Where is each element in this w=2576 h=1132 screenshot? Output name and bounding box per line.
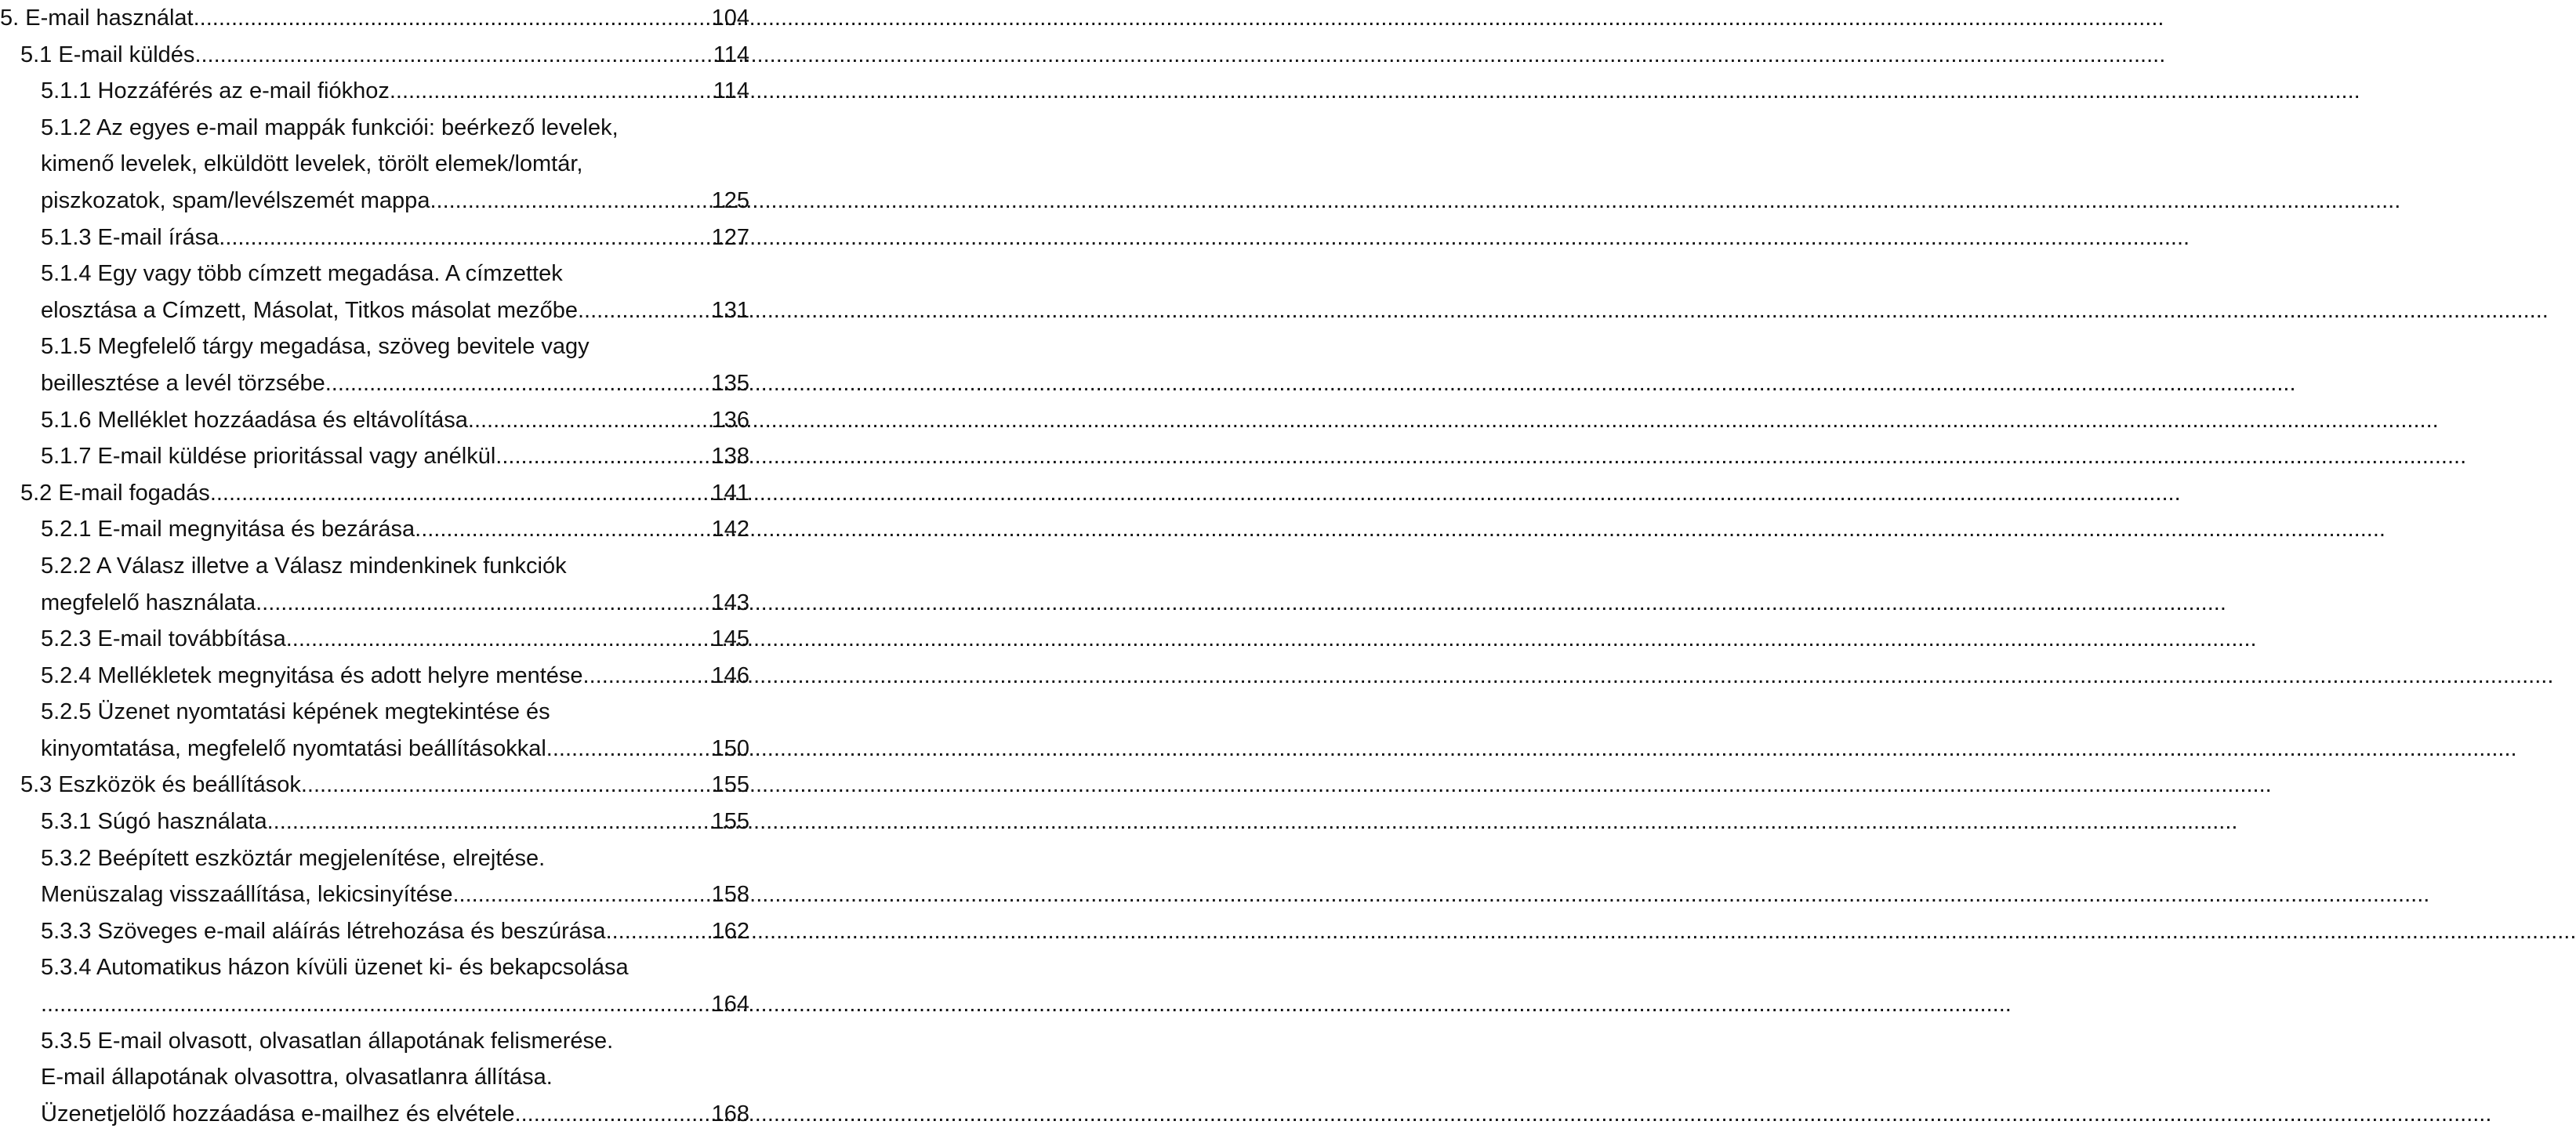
toc-entry[interactable] (0, 804, 753, 840)
toc-page-number: 150 (711, 735, 749, 761)
toc-line (0, 475, 753, 512)
toc-page-number: 127 (711, 224, 749, 250)
toc-entry-title: piszkozatok, spam/levélszemét mappa (41, 187, 430, 213)
toc-entry[interactable] (0, 1023, 753, 1132)
toc-entry[interactable] (0, 621, 753, 658)
toc-line-content (20, 767, 749, 804)
toc-entry-title: 5.1.5 Megfelelő tárgy megadása, szöveg bevitele vagy (41, 334, 590, 360)
dot-leader (578, 292, 704, 329)
toc-line-content (41, 256, 749, 292)
toc-line (0, 37, 753, 74)
toc-line (0, 402, 753, 439)
toc-line (0, 658, 753, 695)
dot-leader (286, 621, 704, 658)
toc-line-content (41, 1096, 749, 1132)
toc-entry[interactable] (0, 110, 753, 220)
toc-line-content (41, 1059, 749, 1096)
toc-entry-title: 5.2.3 E-mail továbbítása (41, 626, 286, 652)
toc-entry-title: kinyomtatása, megfelelő nyomtatási beállításokkal (41, 735, 546, 761)
toc-line (0, 511, 753, 548)
toc-line (0, 183, 753, 220)
toc-page-number: 114 (713, 78, 749, 104)
toc-entry[interactable] (0, 73, 753, 110)
toc-entry[interactable] (0, 37, 753, 74)
toc-page-number: 155 (711, 772, 749, 798)
toc-line-content (41, 840, 749, 877)
toc-line-content (41, 804, 749, 840)
toc-line-content (41, 73, 749, 110)
toc-line (0, 949, 753, 986)
toc-entry-title: 5.1.7 E-mail küldése prioritással vagy anélkül (41, 444, 496, 470)
toc-entry-title: 5.2.4 Mellékletek megnyitása és adott helyre mentése (41, 662, 583, 688)
toc-entry-title: 5.1.1 Hozzáférés az e-mail fiókhoz (41, 78, 390, 104)
toc-line-content (41, 328, 749, 365)
toc-line-content (41, 110, 749, 147)
dot-leader (495, 438, 704, 475)
toc-page-number: 114 (713, 42, 749, 67)
toc-entry[interactable] (0, 256, 753, 328)
toc-entry-title: beillesztése a levél törzsébe (41, 370, 325, 396)
toc-line (0, 986, 753, 1023)
toc-line-content (41, 365, 749, 402)
toc-page-number: 168 (711, 1101, 749, 1127)
toc-entry-title: 5.3 Eszközök és beállítások (20, 772, 301, 798)
dot-leader (219, 220, 704, 256)
toc-entry[interactable] (0, 548, 753, 621)
toc-entry[interactable] (0, 402, 753, 439)
toc-entry[interactable] (0, 840, 753, 913)
toc-entry-title: 5.3.4 Automatikus házon kívüli üzenet ki- és bekapcsolása (41, 955, 629, 981)
toc-entry[interactable] (0, 949, 753, 1022)
dot-leader (325, 365, 704, 402)
toc-line-content (41, 292, 749, 329)
toc-line-content (41, 1023, 749, 1060)
toc-page-number: 104 (711, 5, 749, 31)
toc-entry-title: E-mail állapotának olvasottra, olvasatlanra állítása. (41, 1065, 553, 1090)
toc-line (0, 876, 753, 913)
toc-line (0, 694, 753, 731)
toc-line (0, 913, 753, 950)
toc-entry[interactable] (0, 328, 753, 401)
dot-leader (256, 585, 704, 622)
toc-entry-title: 5.3.1 Súgó használata (41, 809, 267, 835)
toc-line (0, 328, 753, 365)
toc-entry-title: 5.1.4 Egy vagy több címzett megadása. A címzettek (41, 261, 563, 287)
dot-leader (468, 402, 704, 439)
toc-line (0, 548, 753, 585)
toc-line-content (41, 658, 749, 695)
toc-entry[interactable] (0, 220, 753, 256)
toc-page-number: 125 (711, 187, 749, 213)
toc-entry[interactable] (0, 438, 753, 475)
toc-line-content (41, 949, 749, 986)
toc-entry-title: 5.3.5 E-mail olvasott, olvasatlan állapotának felismerése. (41, 1028, 614, 1054)
dot-leader (390, 73, 704, 110)
toc-line-content (41, 548, 749, 585)
dot-leader (459, 876, 704, 913)
toc-entry-title: 5.1.6 Melléklet hozzáadása és eltávolítása (41, 407, 468, 433)
toc-page-number: 135 (711, 370, 749, 396)
dot-leader (606, 913, 704, 950)
toc-line-content (20, 475, 749, 512)
toc-entry-title: Menüszalag visszaállítása, lekicsinyítése. (41, 882, 459, 908)
toc-entry-title: 5.2.2 A Válasz illetve a Válasz mindenkinek funkciók (41, 553, 567, 579)
toc-line (0, 585, 753, 622)
toc-entry-title: kimenő levelek, elküldött levelek, törölt elemek/lomtár, (41, 151, 583, 177)
dot-leader (415, 511, 704, 548)
toc-line (0, 804, 753, 840)
toc-line (0, 840, 753, 877)
toc-page-number: 158 (711, 882, 749, 908)
toc-line (0, 621, 753, 658)
dot-leader (194, 37, 704, 74)
toc-page-number: 145 (711, 626, 749, 652)
toc-page-number: 162 (711, 918, 749, 944)
toc-line-content (41, 220, 749, 256)
toc-line (0, 767, 753, 804)
toc-line-content (41, 585, 749, 622)
dot-leader (521, 1096, 704, 1132)
toc-entry-title: 5.2.1 E-mail megnyitása és bezárása (41, 517, 415, 542)
toc-entry[interactable] (0, 694, 753, 767)
toc-entry-title: 5. E-mail használat (0, 5, 194, 31)
dot-leader (41, 986, 704, 1023)
toc-entry-title: 5.1.2 Az egyes e-mail mappák funkciói: beérkező levelek, (41, 114, 619, 140)
toc-line (0, 731, 753, 767)
toc-entry-title: 5.2 E-mail fogadás (20, 480, 210, 506)
toc-line (0, 1059, 753, 1096)
toc-line (0, 1096, 753, 1132)
toc-line-content (41, 913, 749, 950)
toc-line (0, 1023, 753, 1060)
toc-line (0, 438, 753, 475)
dot-leader (267, 804, 704, 840)
dot-leader (430, 183, 704, 220)
toc-line (0, 73, 753, 110)
toc-line (0, 110, 753, 147)
toc-line-content (41, 694, 749, 731)
toc-entry-title: 5.3.3 Szöveges e-mail aláírás létrehozása és beszúrása (41, 918, 606, 944)
table-of-contents (0, 0, 753, 1127)
toc-page-number: 141 (711, 480, 749, 506)
toc-entry-title: megfelelő használata (41, 590, 256, 615)
toc-entry-title: 5.3.2 Beépített eszköztár megjelenítése, elrejtése. (41, 845, 546, 871)
toc-page-number: 142 (711, 517, 749, 542)
toc-page-number: 138 (711, 444, 749, 470)
toc-page-number: 131 (711, 297, 749, 323)
toc-line-content (41, 402, 749, 439)
toc-page-number: 155 (711, 809, 749, 835)
toc-line (0, 220, 753, 256)
toc-page-number: 164 (711, 992, 749, 1018)
toc-line (0, 256, 753, 292)
toc-entry[interactable] (0, 767, 753, 804)
toc-line-content (0, 0, 749, 37)
toc-page-number: 136 (711, 407, 749, 433)
toc-entry[interactable] (0, 475, 753, 512)
toc-line (0, 0, 753, 37)
toc-entry-title: 5.1.3 E-mail írása (41, 224, 220, 250)
toc-line-content (41, 621, 749, 658)
toc-line-content (41, 438, 749, 475)
toc-entry[interactable] (0, 658, 753, 695)
toc-entry[interactable] (0, 913, 753, 950)
toc-line-content (41, 731, 749, 767)
toc-line-content (41, 183, 749, 220)
toc-entry[interactable] (0, 0, 753, 37)
toc-line-content (41, 986, 749, 1023)
toc-line-content (41, 146, 749, 183)
toc-entry-title: Üzenetjelölő hozzáadása e-mailhez és elvétele. (41, 1101, 521, 1127)
dot-leader (546, 731, 704, 767)
toc-page-number: 146 (711, 662, 749, 688)
toc-entry-title: 5.2.5 Üzenet nyomtatási képének megtekintése és (41, 699, 550, 725)
toc-entry[interactable] (0, 511, 753, 548)
toc-line (0, 365, 753, 402)
toc-entry-title: elosztása a Címzett, Másolat, Titkos másolat mezőbe (41, 297, 578, 323)
dot-leader (194, 0, 704, 37)
toc-line (0, 292, 753, 329)
dot-leader (583, 658, 704, 695)
toc-line-content (41, 511, 749, 548)
toc-line (0, 146, 753, 183)
toc-line-content (41, 876, 749, 913)
dot-leader (301, 767, 704, 804)
toc-page-number: 143 (711, 590, 749, 615)
toc-entry-title: 5.1 E-mail küldés (20, 42, 195, 67)
toc-line-content (20, 37, 749, 74)
dot-leader (210, 475, 704, 512)
